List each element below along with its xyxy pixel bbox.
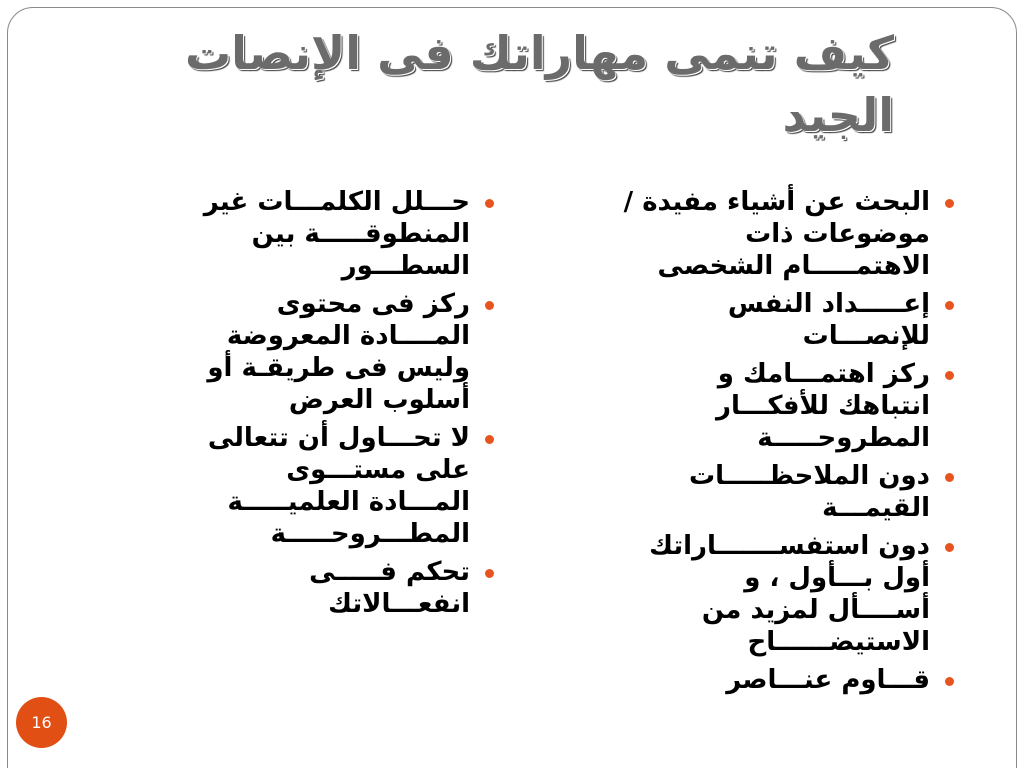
bullet-icon (945, 473, 954, 482)
list-item (574, 288, 954, 352)
list-item (114, 422, 494, 550)
list-item-text: ركز اهتمـــامك و انتباهك للأفكـــار المطروحـــــة (716, 359, 930, 453)
list-item-text: ركز فى محتوى المــــادة المعروضة وليس فى طريقـة أو أسلوب العرض (207, 289, 470, 415)
left-bullet-list (114, 186, 494, 626)
bullet-icon (945, 543, 954, 552)
slide-title: كيف تنمى مهاراتك فى الإنصات الجيد (184, 26, 894, 142)
page-number-badge: 16 (16, 697, 67, 748)
list-item-text: إعـــــداد النفس للإنصـــات (727, 289, 930, 351)
list-item (574, 358, 954, 454)
list-item (574, 664, 954, 696)
bullet-icon (945, 371, 954, 380)
bullet-icon (945, 301, 954, 310)
list-item-text: دون الملاحظـــــات القيمـــة (689, 461, 930, 523)
list-item (114, 288, 494, 416)
list-item (574, 530, 954, 658)
list-item (114, 186, 494, 282)
list-item (574, 186, 954, 282)
right-bullet-list (574, 186, 954, 702)
bullet-icon (485, 435, 494, 444)
list-item-text: قـــاوم عنـــاصر (726, 665, 930, 695)
bullet-icon (945, 199, 954, 208)
bullet-icon (485, 199, 494, 208)
list-item-text: حـــلل الكلمـــات غير المنطوقـــــة بين السطـــور (203, 187, 470, 281)
bullet-icon (485, 301, 494, 310)
list-item-text: البحث عن أشياء مفيدة / موضوعات ذات الاهتمـــــام الشخصى (623, 187, 930, 281)
list-item-text: تحكم فـــــى انفعـــالاتك (309, 557, 470, 619)
list-item (114, 556, 494, 620)
bullet-icon (485, 569, 494, 578)
bullet-icon (945, 677, 954, 686)
list-item-text: دون استفســـــــاراتك أول بـــأول ، و أســــأل لمزيد من الاستيضــــــاح (649, 531, 930, 657)
list-item-text: لا تحـــاول أن تتعالى على مستـــوى المـــادة العلميـــــة المطـــروحـــــة (207, 423, 470, 549)
list-item (574, 460, 954, 524)
